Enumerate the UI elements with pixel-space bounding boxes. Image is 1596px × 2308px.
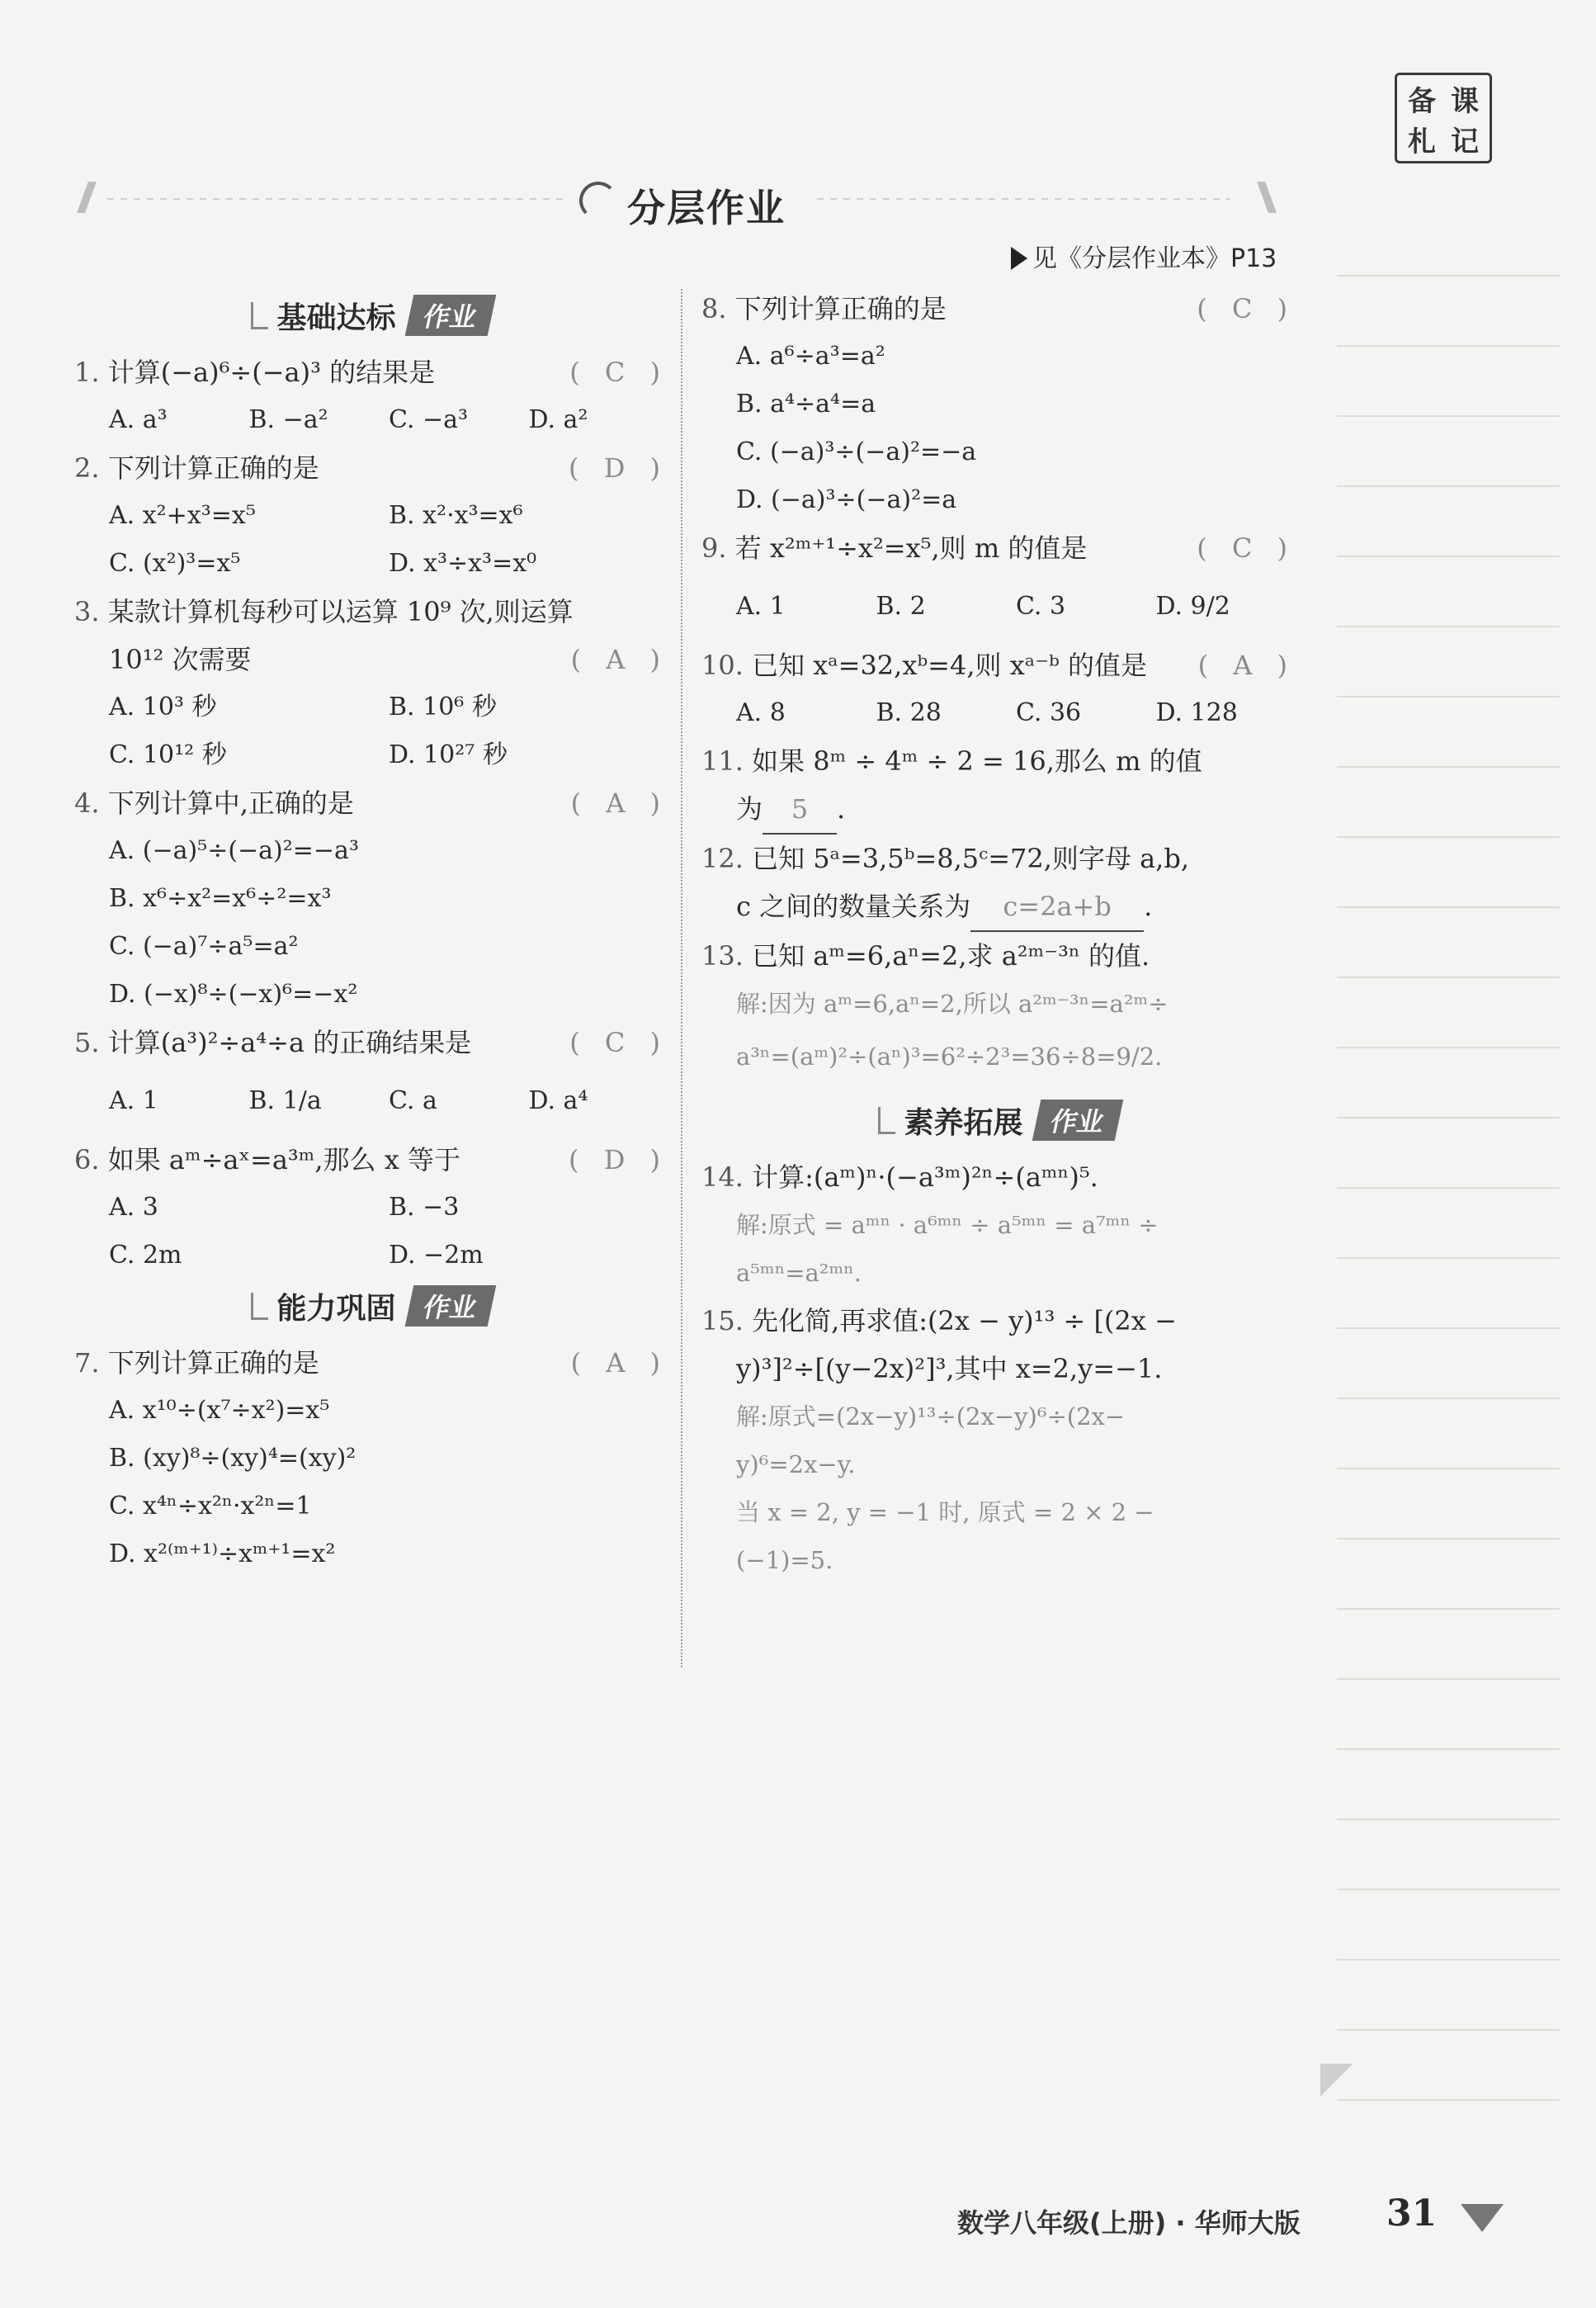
- question-13: [701, 932, 1296, 1085]
- solution-text: 解:原式 = aᵐⁿ · a⁶ᵐⁿ ÷ a⁵ᵐⁿ = a⁷ᵐⁿ ÷: [736, 1211, 1159, 1239]
- question-10: [701, 641, 1296, 737]
- option: D. (−a)³÷(−a)²=a: [736, 485, 957, 514]
- section-tag: 作业: [1032, 1100, 1123, 1141]
- notes-char: 课: [1451, 85, 1479, 118]
- answer: ( C ): [1197, 293, 1296, 324]
- question-text: 下列计算正确的是: [107, 1347, 319, 1379]
- section-mark-icon: [878, 1107, 895, 1134]
- option: B. a⁴÷a⁴=a: [736, 390, 876, 419]
- option: B. −a²: [248, 405, 328, 434]
- question-text: 计算(−a)⁶÷(−a)³ 的结果是: [107, 357, 436, 388]
- option: B. x⁶÷x²=x⁶÷²=x³: [109, 884, 332, 913]
- question-text: 下列计算中,正确的是: [107, 787, 354, 819]
- refresh-icon: [579, 182, 617, 220]
- title-decoration: [1257, 182, 1277, 213]
- question-3: [74, 588, 668, 779]
- page-number: 31: [1386, 2192, 1438, 2235]
- question-number: 5.: [74, 1027, 100, 1058]
- option: A. 3: [109, 1193, 158, 1222]
- title-bar: [74, 173, 1287, 230]
- option: D. x²⁽ᵐ⁺¹⁾÷xᵐ⁺¹=x²: [109, 1539, 336, 1568]
- answer-blank: 5: [763, 785, 837, 835]
- question-number: 10.: [701, 650, 744, 681]
- answer: ( A ): [570, 1347, 668, 1379]
- question-text: 下列计算正确的是: [734, 293, 947, 324]
- question-number: 9.: [701, 532, 727, 564]
- left-column: [74, 289, 668, 1578]
- question-number: 8.: [701, 293, 727, 324]
- question-2: [74, 444, 668, 588]
- question-number: 3.: [74, 596, 100, 627]
- solution-text: 解:因为 aᵐ=6,aⁿ=2,所以 a²ᵐ⁻³ⁿ=a²ᵐ÷: [736, 990, 1169, 1018]
- option: D. 10²⁷ 秒: [389, 740, 508, 769]
- notes-char: 札: [1408, 125, 1436, 158]
- option: C. 36: [1016, 698, 1082, 727]
- corner-arrow-icon: [1461, 2204, 1504, 2232]
- question-text: 若 x²ᵐ⁺¹÷x²=x⁵,则 m 的值是: [734, 532, 1088, 564]
- section-tag: 作业: [404, 1285, 496, 1327]
- question-text: 10¹² 次需要: [109, 644, 252, 675]
- question-text: 计算(a³)²÷a⁴÷a 的正确结果是: [107, 1027, 472, 1058]
- section-tag: 作业: [404, 295, 496, 336]
- option: D. 128: [1155, 698, 1238, 727]
- question-14: [701, 1153, 1296, 1297]
- answer-blank: c=2a+b: [970, 882, 1144, 932]
- answer: ( A ): [570, 787, 668, 819]
- section-mark-icon: [251, 302, 268, 329]
- question-1: [74, 348, 668, 444]
- question-11: [701, 737, 1296, 835]
- reference-text: 见《分层作业本》P13: [1032, 244, 1277, 273]
- question-number: 13.: [701, 940, 744, 972]
- option: C. 2m: [109, 1241, 182, 1270]
- solution-text: (−1)=5.: [736, 1546, 833, 1574]
- question-8: [701, 285, 1296, 524]
- answer: ( D ): [569, 452, 668, 484]
- question-number: 2.: [74, 452, 100, 484]
- option: A. 8: [736, 698, 786, 727]
- reference-note: [1011, 238, 1277, 274]
- question-text: y)³]²÷[(y−2x)²]³,其中 x=2,y=−1.: [736, 1353, 1163, 1384]
- section-mark-icon: [251, 1293, 268, 1320]
- question-number: 4.: [74, 787, 100, 819]
- solution-text: a³ⁿ=(aᵐ)²÷(aⁿ)³=6²÷2³=36÷8=9/2.: [736, 1043, 1163, 1071]
- option: A. x²+x³=x⁵: [109, 501, 256, 530]
- notes-char: 记: [1451, 125, 1479, 158]
- option: D. −2m: [389, 1241, 484, 1270]
- question-text: 计算:(aᵐ)ⁿ·(−a³ᵐ)²ⁿ÷(aᵐⁿ)⁵.: [752, 1161, 1098, 1193]
- title-decoration: [817, 198, 1230, 200]
- notes-lines: [1337, 206, 1560, 2146]
- answer: ( C ): [569, 1027, 668, 1058]
- question-text: 已知 aᵐ=6,aⁿ=2,求 a²ᵐ⁻³ⁿ 的值.: [752, 940, 1150, 972]
- question-4: [74, 779, 668, 1019]
- title-decoration: [107, 198, 569, 200]
- answer: ( C ): [569, 357, 668, 388]
- section-name: 能力巩固: [276, 1291, 396, 1326]
- question-text: .: [837, 793, 846, 825]
- option: B. 1/a: [248, 1086, 322, 1115]
- option: D. x³÷x³=x⁰: [389, 549, 537, 578]
- answer: ( A ): [1197, 650, 1296, 681]
- option: B. 28: [876, 698, 942, 727]
- option: B. x²·x³=x⁶: [389, 501, 523, 530]
- question-number: 12.: [701, 843, 744, 874]
- question-text: 如果 aᵐ÷aˣ=a³ᵐ,那么 x 等于: [107, 1144, 460, 1175]
- question-12: [701, 835, 1296, 932]
- question-6: [74, 1136, 668, 1279]
- question-15: [701, 1297, 1296, 1584]
- option: C. (x²)³=x⁵: [109, 549, 241, 578]
- option: A. a³: [109, 405, 168, 434]
- option: D. a⁴: [528, 1086, 588, 1115]
- notes-char: 备: [1408, 85, 1436, 118]
- option: B. 10⁶ 秒: [389, 693, 497, 721]
- right-column: [701, 285, 1296, 1584]
- answer: ( C ): [1197, 532, 1296, 564]
- question-9: [701, 524, 1296, 641]
- option: A. a⁶÷a³=a²: [736, 342, 885, 371]
- option: C. 10¹² 秒: [109, 740, 227, 769]
- notes-box-stamp: [1395, 73, 1492, 163]
- play-icon: [1011, 247, 1027, 270]
- option: A. 1: [736, 592, 786, 621]
- question-number: 7.: [74, 1347, 100, 1379]
- question-text: 为: [736, 793, 763, 825]
- option: C. (−a)⁷÷a⁵=a²: [109, 932, 299, 961]
- question-text: c 之间的数量关系为: [736, 891, 971, 922]
- option: B. −3: [389, 1193, 460, 1222]
- option: C. (−a)³÷(−a)²=−a: [736, 437, 977, 466]
- title-decoration: [77, 182, 97, 213]
- column-divider: [681, 289, 682, 1667]
- option: A. 10³ 秒: [109, 693, 217, 721]
- option: D. (−x)⁸÷(−x)⁶=−x²: [109, 980, 358, 1009]
- option: A. x¹⁰÷(x⁷÷x²)=x⁵: [109, 1396, 330, 1425]
- solution-text: a⁵ᵐⁿ=a²ᵐⁿ.: [736, 1259, 862, 1287]
- section-extend: [701, 1099, 1296, 1142]
- option: C. 3: [1016, 592, 1066, 621]
- answer: ( A ): [570, 644, 668, 675]
- question-text: 先化简,再求值:(2x − y)¹³ ÷ [(2x −: [752, 1305, 1177, 1336]
- section-name: 基础达标: [276, 300, 396, 335]
- solution-text: y)⁶=2x−y.: [736, 1450, 856, 1478]
- option: B. (xy)⁸÷(xy)⁴=(xy)²: [109, 1444, 357, 1473]
- solution-text: 当 x = 2, y = −1 时, 原式 = 2 × 2 −: [736, 1498, 1155, 1526]
- question-text: 如果 8ᵐ ÷ 4ᵐ ÷ 2 = 16,那么 m 的值: [752, 745, 1202, 777]
- question-text: 已知 5ᵃ=3,5ᵇ=8,5ᶜ=72,则字母 a,b,: [752, 843, 1190, 874]
- option: D. 9/2: [1155, 592, 1230, 621]
- question-text: 下列计算正确的是: [107, 452, 319, 484]
- option: C. a: [389, 1086, 437, 1115]
- solution-text: 解:原式=(2x−y)¹³÷(2x−y)⁶÷(2x−: [736, 1402, 1126, 1431]
- question-5: [74, 1019, 668, 1136]
- question-number: 1.: [74, 357, 100, 388]
- option: C. x⁴ⁿ÷x²ⁿ·x²ⁿ=1: [109, 1492, 312, 1521]
- page-title: 分层作业: [627, 186, 786, 230]
- section-ability: [74, 1284, 668, 1327]
- option: D. a²: [528, 405, 588, 434]
- footer-book-title: 数学八年级(上册) · 华师大版: [957, 2207, 1301, 2239]
- question-number: 15.: [701, 1305, 744, 1336]
- option: B. 2: [876, 592, 926, 621]
- option: A. (−a)⁵÷(−a)²=−a³: [109, 836, 359, 865]
- question-text: 某款计算机每秒可以运算 10⁹ 次,则运算: [107, 596, 574, 627]
- question-7: [74, 1339, 668, 1578]
- answer: ( D ): [569, 1144, 668, 1175]
- question-number: 14.: [701, 1161, 744, 1193]
- question-number: 11.: [701, 745, 744, 777]
- corner-decoration: [1320, 2064, 1353, 2097]
- section-name: 素养拓展: [904, 1105, 1023, 1140]
- question-number: 6.: [74, 1144, 100, 1175]
- section-basic: [74, 294, 668, 337]
- question-text: .: [1144, 891, 1153, 922]
- question-text: 已知 xᵃ=32,xᵇ=4,则 xᵃ⁻ᵇ 的值是: [752, 650, 1147, 681]
- option: C. −a³: [389, 405, 469, 434]
- option: A. 1: [109, 1086, 158, 1115]
